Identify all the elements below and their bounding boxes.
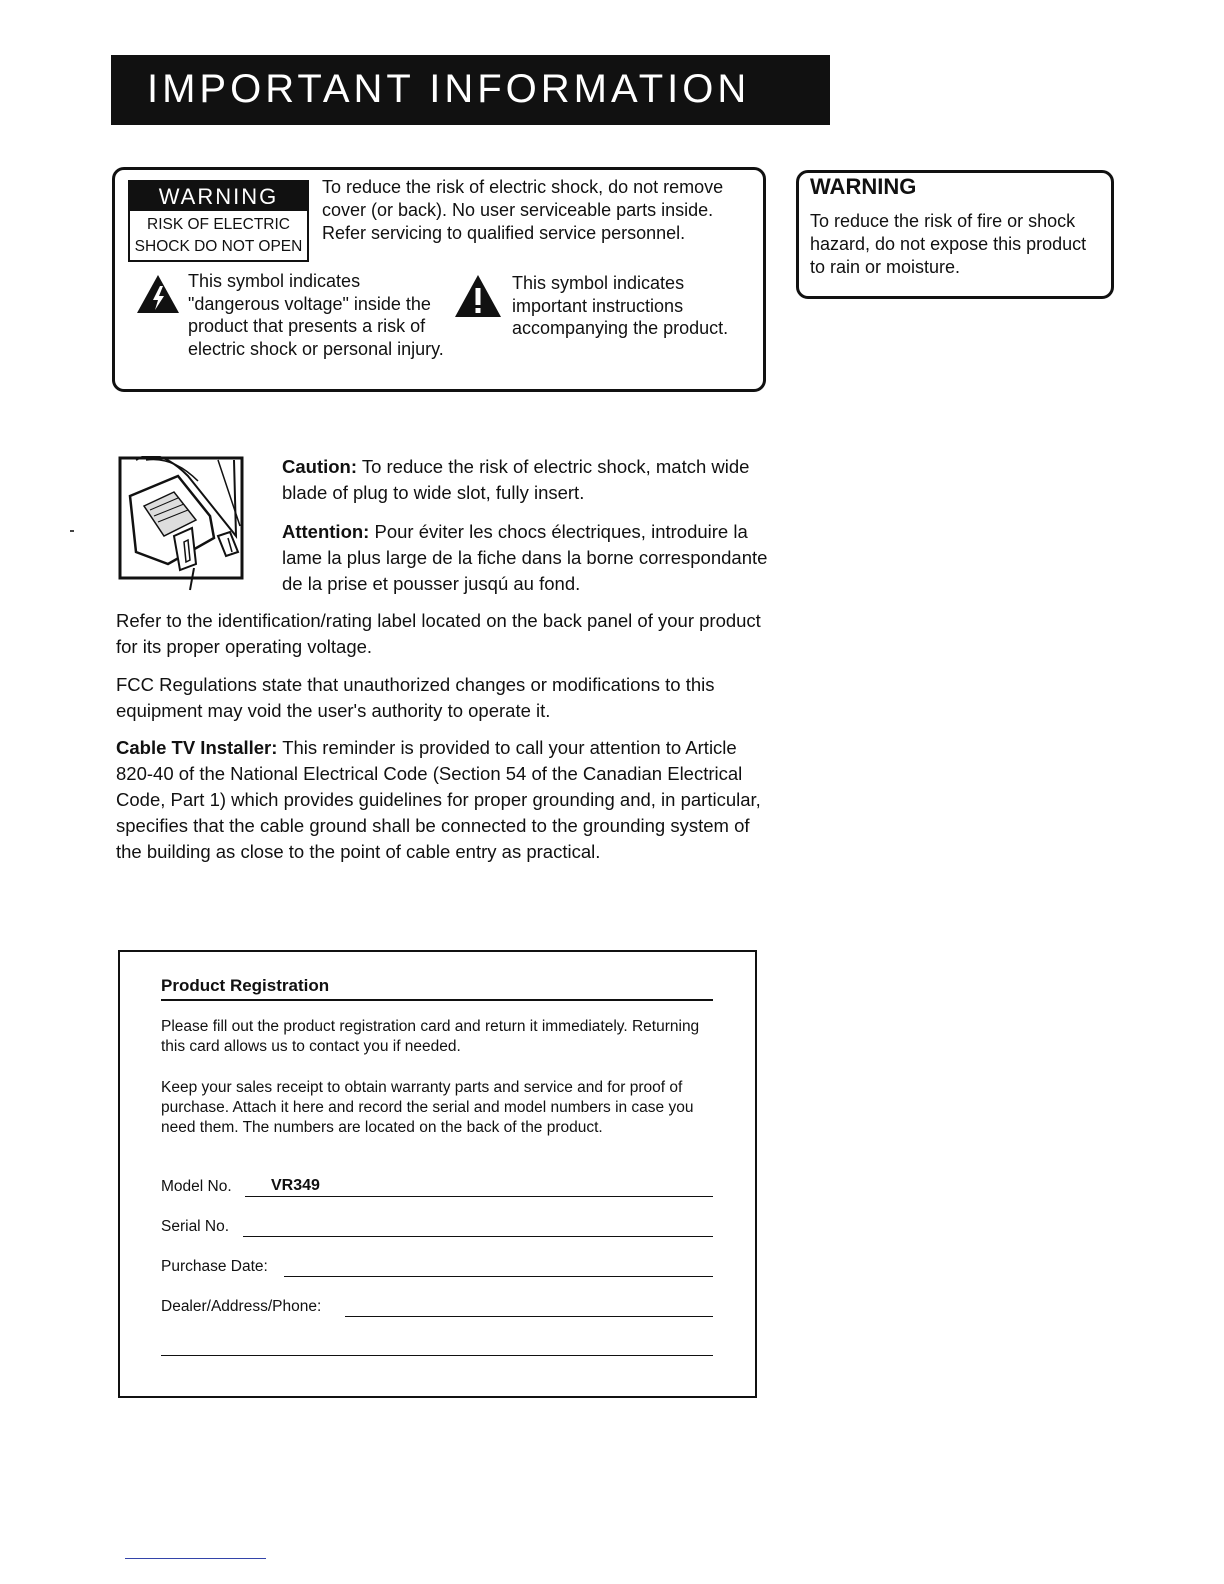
attention-label: Attention: (282, 521, 370, 542)
bottom-rule (125, 1558, 266, 1559)
page-title: IMPORTANT INFORMATION (147, 67, 751, 111)
registration-title: Product Registration (161, 976, 330, 995)
registration-paragraph-2: Keep your sales receipt to obtain warranty parts and service and for proof of purchase. Attach it here and record the serial and model numbers in case you need them. The numbers are located on the back of the product. (161, 1079, 694, 1136)
polarized-plug-illustration (118, 456, 258, 592)
caution-label: Caution: (282, 456, 358, 477)
model-label: Model No. (161, 1178, 232, 1195)
side-warning-title: WARNING (810, 174, 917, 199)
lightning-triangle-icon (136, 274, 180, 314)
cable-installer-paragraph (116, 735, 776, 865)
serial-field-line[interactable] (243, 1236, 713, 1237)
warning-sublabel-line1: RISK OF ELECTRIC (147, 216, 290, 233)
attention-paragraph (282, 519, 782, 597)
registration-title-rule (161, 999, 713, 1001)
header-banner (111, 55, 830, 125)
warning-label-sub (130, 214, 307, 258)
purchase-date-field-line[interactable] (284, 1276, 713, 1277)
symbol1-text: This symbol indicates "dangerous voltage" inside the product that presents a risk of electric shock or personal injury. (188, 271, 444, 359)
model-value: VR349 (271, 1177, 320, 1194)
dealer-extra-field-line[interactable] (161, 1355, 713, 1356)
purchase-date-label: Purchase Date: (161, 1258, 268, 1275)
registration-paragraph-1: Please fill out the product registration card and return it immediately. Returning this card allows us to contact you if needed. (161, 1018, 700, 1055)
side-warning-text: To reduce the risk of fire or shock hazard, do not expose this product to rain or moisture. (810, 211, 1087, 277)
attention-text: Pour éviter les chocs électriques, introduire la lame la plus large de la fiche dans la borne correspondante de la prise et pousser jusqú au fond. (282, 521, 768, 594)
dealer-label: Dealer/Address/Phone: (161, 1298, 322, 1315)
exclamation-triangle-icon (454, 274, 502, 318)
warning-text: To reduce the risk of electric shock, do not remove cover (or back). No user serviceable parts inside. Refer servicing to qualified service personnel. (322, 177, 724, 243)
cable-label: Cable TV Installer: (116, 737, 278, 758)
cable-text: This reminder is provided to call your attention to Article 820-40 of the National Electrical Code (Section 54 of the Canadian Electrical Code, Part 1) which provides guidelines for proper grounding and, in particular, specifies that the cable ground shall be connected to the grounding system of the building as close to the point of cable entry as practical. (116, 737, 761, 862)
symbol2-text: This symbol indicates important instructions accompanying the product. (512, 273, 729, 338)
warning-sublabel-line2: SHOCK DO NOT OPEN (134, 238, 303, 255)
caution-text: To reduce the risk of electric shock, match wide blade of plug to wide slot, fully insert. (282, 456, 750, 503)
serial-label: Serial No. (161, 1218, 230, 1235)
dealer-field-line[interactable] (345, 1316, 713, 1317)
caution-paragraph (282, 454, 782, 506)
rating-label-paragraph: Refer to the identification/rating label located on the back panel of your product for its proper operating voltage. (116, 610, 761, 657)
warning-label-title: WARNING (130, 182, 307, 211)
stray-mark (70, 530, 74, 532)
model-field-line[interactable] (245, 1196, 713, 1197)
fcc-paragraph: FCC Regulations state that unauthorized changes or modifications to this equipment may void the user's authority to operate it. (116, 674, 715, 721)
warning-label (128, 180, 309, 262)
